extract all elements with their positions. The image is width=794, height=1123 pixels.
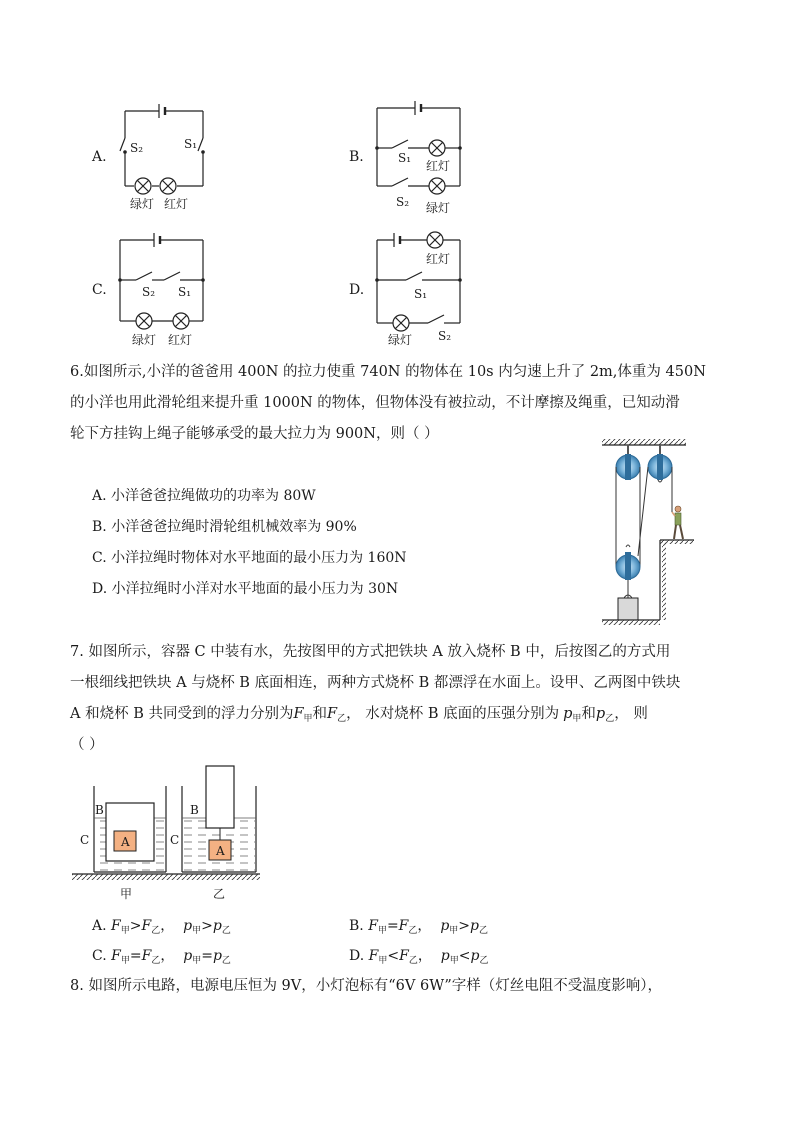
figure-yi-label: 乙 (213, 887, 226, 901)
container-c-label: C (80, 833, 90, 847)
switch-s1-label: S₁ (178, 285, 192, 299)
q6-stem-line-2: 的小洋也用此滑轮组来提升重 1000N 的物体，但物体没有被拉动，不计摩擦及绳重，已知动滑 (70, 395, 680, 411)
q7-option-b[interactable]: B. $F_甲=F_乙$， $p_甲>p_乙$ (349, 918, 489, 936)
q6-stem-line-3: 轮下方挂钩上绳子能够承受的最大拉力为 900N，则（ ） (70, 426, 439, 442)
q8-stem-line-1: 8. 如图所示电路，电源电压恒为 9V，小灯泡标有“6V 6W”字样（灯丝电阻不受温度影响）， (70, 978, 663, 994)
iron-block-a-label-right: A (216, 844, 225, 858)
switch-s1-label: S₁ (414, 287, 428, 301)
q6-option-a[interactable]: A. 小洋爸爸拉绳做功的功率为 80W (92, 488, 316, 504)
q7-option-c[interactable]: C. $F_甲=F_乙$， $p_甲=p_乙$ (92, 948, 231, 966)
beaker-figure (70, 762, 270, 902)
q7-stem-line-2: 一根细线把铁块 A 与烧杯 B 底面相连，两种方式烧杯 B 都漂浮在水面上。设甲、乙两图中铁块 (70, 675, 681, 691)
q7-stem-line-3: A 和烧杯 B 共同受到的浮力分别为$F_甲$和$F_乙$， 水对烧杯 B 底面的压强分别为 $p_甲$和$p_乙$， 则 (70, 706, 648, 724)
green-lamp-label: 绿灯 (132, 333, 157, 347)
pulley-system-figure (598, 436, 698, 628)
q6-stem-line-1: 6.如图所示,小洋的爸爸用 400N 的拉力使重 740N 的物体在 10s 内匀速上升了 2m,体重为 450N (70, 364, 706, 380)
figure-jia-label: 甲 (120, 887, 133, 901)
red-lamp-label: 红灯 (426, 252, 451, 266)
switch-s1-label: S₁ (184, 137, 198, 151)
circuit-b-diagram (370, 96, 480, 221)
q7-option-d[interactable]: D. $F_甲<F_乙$， $p_甲<p_乙$ (349, 948, 489, 966)
q6-option-b[interactable]: B. 小洋爸爸拉绳时滑轮组机械效率为 90% (92, 519, 357, 535)
q7-stem-line-4: （ ） (70, 737, 104, 753)
beaker-b-label: B (95, 803, 104, 817)
option-c-label: C. (92, 282, 107, 298)
switch-s2-label: S₂ (396, 195, 410, 209)
circuit-d-diagram (370, 228, 480, 350)
option-d-label: D. (349, 282, 365, 298)
switch-s2-label: S₂ (438, 329, 452, 343)
q6-option-c[interactable]: C. 小洋拉绳时物体对水平地面的最小压力为 160N (92, 550, 407, 566)
iron-block-a-label: A (121, 835, 130, 849)
switch-s1-label: S₁ (398, 151, 412, 165)
switch-s2-label: S₂ (142, 285, 156, 299)
red-lamp-label: 红灯 (168, 333, 193, 347)
option-a-label: A. (92, 149, 107, 165)
red-lamp-label: 红灯 (164, 197, 189, 211)
red-lamp-label: 红灯 (426, 159, 451, 173)
q6-option-d[interactable]: D. 小洋拉绳时小洋对水平地面的最小压力为 30N (92, 581, 399, 597)
green-lamp-label: 绿灯 (426, 201, 451, 215)
green-lamp-label: 绿灯 (388, 333, 413, 347)
circuit-c-diagram (110, 228, 220, 350)
q7-stem-line-1: 7. 如图所示，容器 C 中装有水，先按图甲的方式把铁块 A 放入烧杯 B 中，后按图乙的方式用 (70, 644, 671, 660)
q7-option-a[interactable]: A. $F_甲>F_乙$， $p_甲>p_乙$ (92, 918, 231, 936)
circuit-a-diagram (110, 96, 220, 216)
switch-s2-label: S₂ (130, 141, 144, 155)
beaker-b-label-right: B (190, 803, 199, 817)
container-c-label-right: C (170, 833, 180, 847)
option-b-label: B. (349, 149, 364, 165)
green-lamp-label: 绿灯 (130, 197, 155, 211)
